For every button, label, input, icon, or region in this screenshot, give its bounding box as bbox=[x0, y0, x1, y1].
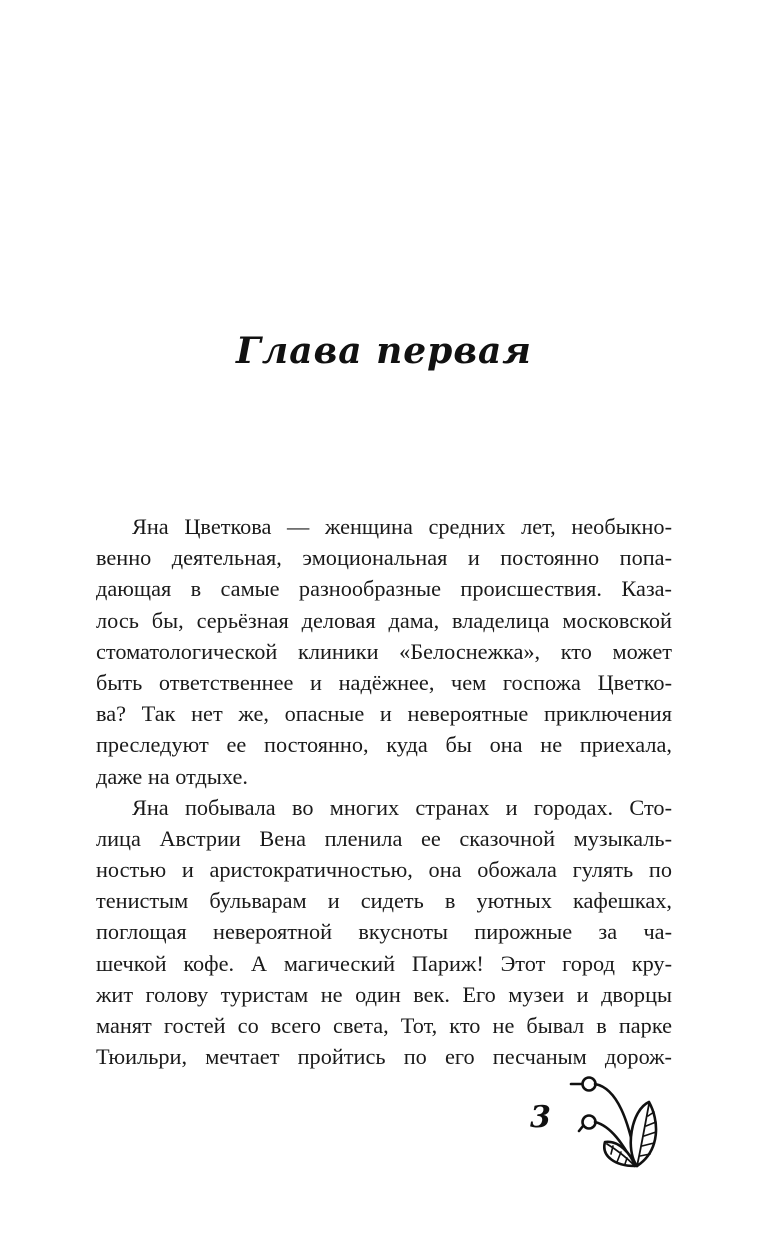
text-line: поглощая невероятной вкусноты пирожные за ча- bbox=[96, 919, 672, 945]
text-line: ва? Так нет же, опасные и невероятные приключения bbox=[96, 701, 672, 727]
text-line: Яна побывала во многих странах и городах. Сто- bbox=[132, 794, 672, 820]
text-line: лица Австрии Вена пленила ее сказочной музыкаль- bbox=[96, 825, 672, 851]
floral-sprig-icon bbox=[565, 1070, 665, 1175]
paragraph bbox=[96, 511, 672, 792]
text-line: даже на отдыхе. bbox=[96, 763, 248, 789]
text-line: быть ответственнее и надёжнее, чем госпожа Цветко- bbox=[96, 669, 672, 695]
text-line: лось бы, серьёзная деловая дама, владелица московской bbox=[96, 607, 672, 633]
text-line: тенистым бульварам и сидеть в уютных кафешках, bbox=[96, 888, 672, 914]
paragraph bbox=[96, 792, 672, 1073]
body-text bbox=[96, 511, 672, 1072]
text-line: шечкой кофе. А магический Париж! Этот город кру- bbox=[96, 950, 672, 976]
text-line: ностью и аристократичностью, она обожала гулять по bbox=[96, 857, 672, 883]
text-line: Яна Цветкова — женщина средних лет, необыкно- bbox=[132, 514, 672, 539]
text-line: преследуют ее постоянно, куда бы она не приехала, bbox=[96, 732, 672, 758]
chapter-title: Глава первая bbox=[236, 330, 532, 372]
text-line: венно деятельная, эмоциональная и постоянно попа- bbox=[96, 545, 672, 571]
text-line: стоматологической клиники «Белоснежка», кто может bbox=[96, 638, 672, 664]
text-line: жит голову туристам не один век. Его музеи и дворцы bbox=[96, 981, 672, 1007]
text-line: дающая в самые разнообразные происшествия. Каза- bbox=[96, 576, 672, 602]
text-line: манят гостей со всего света, Тот, кто не бывал в парке bbox=[96, 1013, 672, 1038]
page-number: 3 bbox=[530, 1100, 551, 1135]
text-line: Тюильри, мечтает пройтись по его песчаным дорож- bbox=[96, 1044, 672, 1070]
